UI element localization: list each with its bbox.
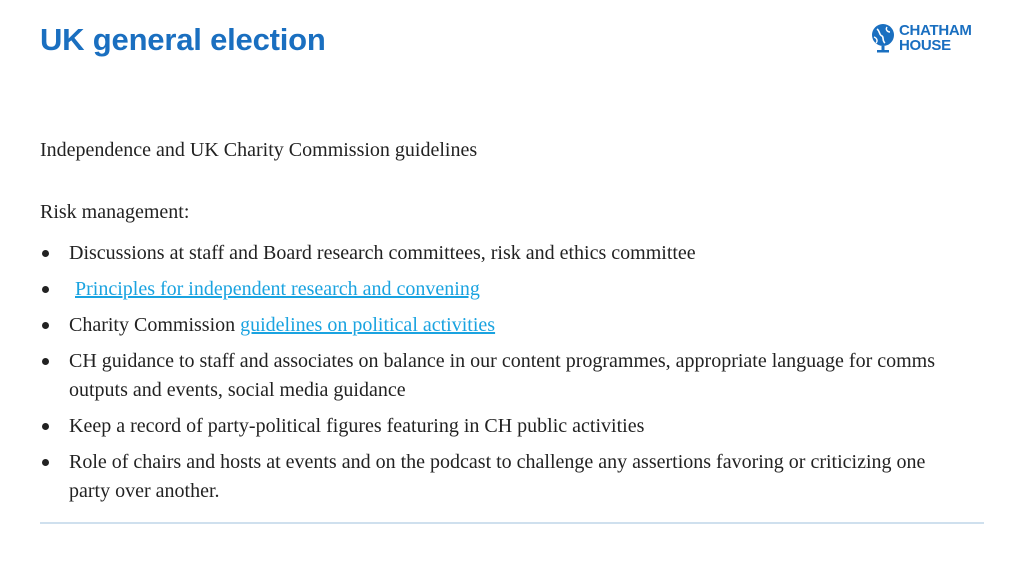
footer-divider (40, 522, 984, 524)
bullet-item (40, 275, 970, 304)
bullet-item (40, 311, 970, 340)
bullet-icon (42, 358, 49, 365)
bullet-icon (42, 250, 49, 257)
logo-line-1: CHATHAM (899, 22, 972, 39)
section-label: Risk management: (40, 201, 190, 223)
bullet-text: CH guidance to staff and associates on balance in our content programmes, appropriate language for comms outputs and events, social media guidance (69, 350, 936, 401)
bullet-icon (42, 322, 49, 329)
slide-subtitle: Independence and UK Charity Commission guidelines (40, 139, 478, 161)
chatham-house-logo (870, 23, 972, 53)
bullet-item (40, 412, 970, 441)
principles-link[interactable]: Principles for independent research and convening (75, 278, 480, 300)
bullet-item (40, 239, 970, 268)
bullet-text: Keep a record of party-political figures featuring in CH public activities (69, 415, 645, 437)
political-activities-guidelines-link[interactable]: guidelines on political activities (240, 314, 496, 336)
logo-line-2: HOUSE (899, 37, 951, 54)
bullet-icon (42, 423, 49, 430)
bullet-list (40, 239, 970, 513)
globe-icon (870, 23, 896, 53)
bullet-item (40, 448, 970, 506)
bullet-text: Charity Commission (69, 314, 241, 336)
slide-title: UK general election (40, 22, 326, 57)
bullet-item (40, 347, 970, 405)
bullet-text: Discussions at staff and Board research committees, risk and ethics committee (69, 242, 696, 264)
logo-wordmark (899, 23, 972, 53)
bullet-icon (42, 286, 49, 293)
bullet-text: Role of chairs and hosts at events and on the podcast to challenge any assertions favoring or criticizing one party over another. (69, 451, 926, 502)
bullet-icon (42, 459, 49, 466)
